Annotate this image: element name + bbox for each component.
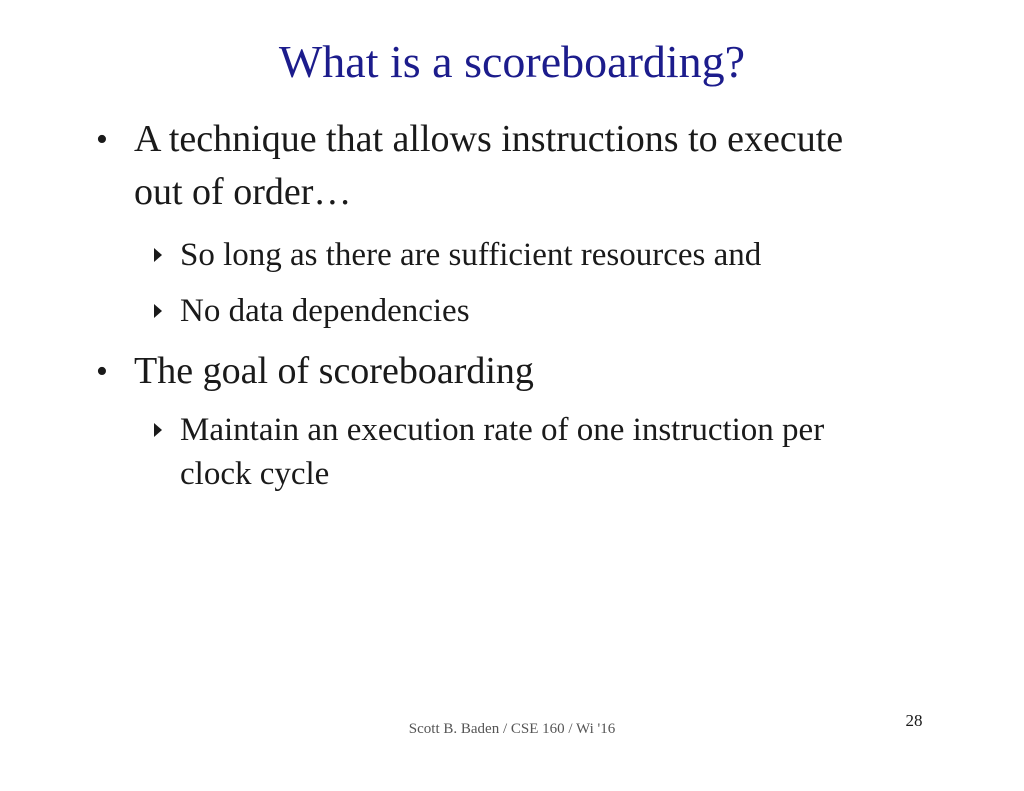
sub-bullet-item-2-1 [154,408,880,496]
sub-bullet-text: No data dependencies [180,293,470,329]
bullet-text: The goal of scoreboarding [134,350,534,392]
sub-bullet-text: So long as there are sufficient resources and [180,237,762,273]
bullet-marker: • [96,353,108,390]
bullet-item-1 [96,113,854,219]
slide-title: What is a scoreboarding? [278,36,746,87]
bullet-item-2 [96,345,854,398]
triangle-bullet-icon [154,423,162,437]
bullet-marker: • [96,121,108,158]
sub-bullet-item-1-2 [154,289,880,333]
sub-bullet-item-1-1 [154,233,880,277]
triangle-bullet-icon [154,248,162,262]
slide-footer: Scott B. Baden / CSE 160 / Wi '16 [408,721,616,737]
triangle-bullet-icon [154,304,162,318]
page-number: 28 [905,711,923,730]
sub-bullet-text: Maintain an execution rate of one instruction per clock cycle [180,412,825,492]
bullet-text: A technique that allows instructions to execute out of order… [134,118,844,213]
